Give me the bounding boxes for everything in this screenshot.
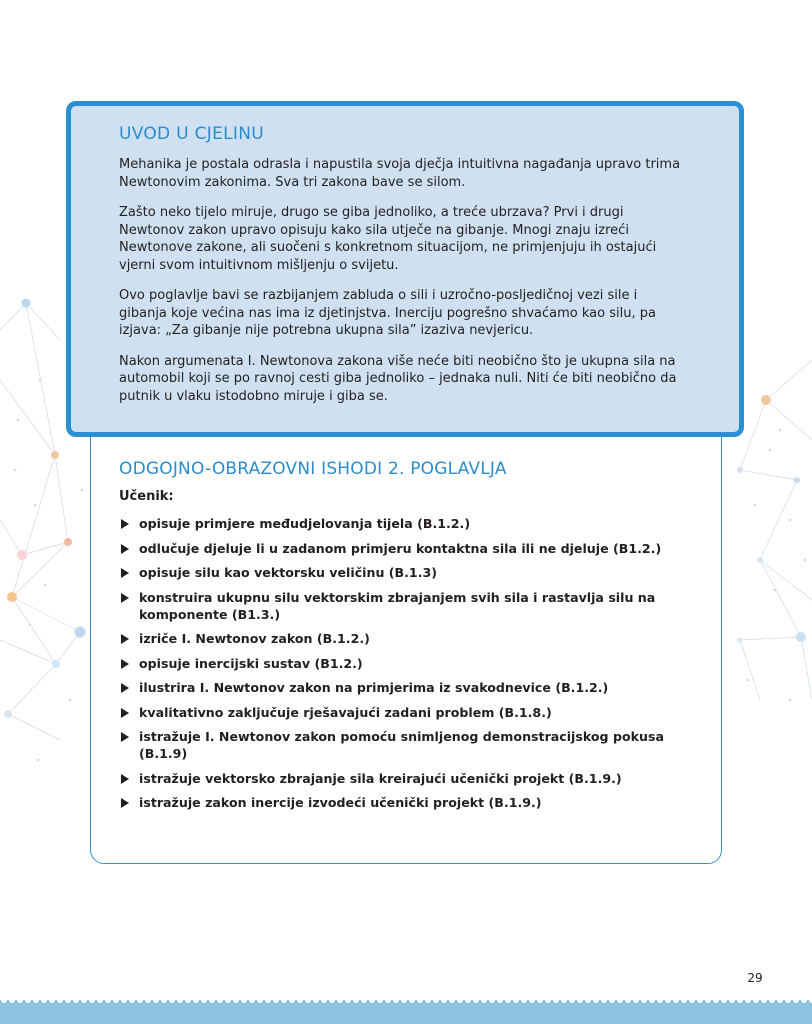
learning-outcomes-list	[119, 515, 699, 819]
triangle-bullet-icon	[121, 568, 129, 578]
triangle-bullet-icon	[121, 544, 129, 554]
triangle-bullet-icon	[121, 708, 129, 718]
intro-paragraph: Nakon argumenata I. Newtonova zakona više neće biti neobično što je ukupna sila na automobil koji se po ravnoj cesti giba jednoliko – jednaka nuli. Niti će biti neobično da putnik u vlaku istodobno miruje i giba se.	[119, 353, 677, 404]
learning-outcomes-box	[90, 392, 722, 864]
triangle-bullet-icon	[121, 732, 129, 742]
outcome-item: istražuje I. Newtonov zakon pomoću snimljenog demonstracijskog pokusa (B.1.9)	[119, 728, 699, 762]
bottom-decorative-band	[0, 1000, 812, 1024]
outcome-item: odlučuje djeluje li u zadanom primjeru kontaktna sila ili ne djeluje (B1.2.)	[119, 540, 699, 557]
triangle-bullet-icon	[121, 593, 129, 603]
triangle-bullet-icon	[121, 519, 129, 529]
chapter-intro-title: UVOD U CJELINU	[119, 124, 264, 144]
outcome-item: kvalitativno zaključuje rješavajući zadani problem (B.1.8.)	[119, 704, 699, 721]
outcome-item: konstruira ukupnu silu vektorskim zbrajanjem svih sila i rastavlja silu na komponente (B1.3.)	[119, 589, 699, 623]
intro-paragraph: Zašto neko tijelo miruje, drugo se giba jednoliko, a treće ubrzava? Prvi i drugi Newtonov zakon upravo opisuju kako sila utječe na gibanje. Mnogi znaju izreći Newtonove zakone, ali suočeni s konkretnom situacijom, ne primjenjuju ih ostajući vjerni svom intuitivnom mišljenju o svijetu.	[119, 205, 657, 273]
chapter-intro-box	[66, 101, 744, 437]
page-number: 29	[747, 971, 763, 985]
outcome-item: istražuje vektorsko zbrajanje sila kreirajući učenički projekt (B.1.9.)	[119, 770, 699, 787]
triangle-bullet-icon	[121, 798, 129, 808]
triangle-bullet-icon	[121, 683, 129, 693]
outcome-item: istražuje zakon inercije izvodeći učenički projekt (B.1.9.)	[119, 794, 699, 811]
learning-outcomes-subtitle: Učenik:	[119, 489, 174, 504]
outcome-item: opisuje inercijski sustav (B1.2.)	[119, 655, 699, 672]
outcome-item: ilustrira I. Newtonov zakon na primjerima iz svakodnevice (B.1.2.)	[119, 679, 699, 696]
intro-paragraph: Ovo poglavlje bavi se razbijanjem zabluda o sili i uzročno-posljedičnoj vezi sile i gibanja koje većina nas ima iz djetinjstva. Inerciju pogrešno shvaćamo kao silu, pa izjava: „Za gibanje nije potrebna ukupna sila” izaziva nevjericu.	[119, 288, 656, 338]
outcome-item: izriče I. Newtonov zakon (B.1.2.)	[119, 630, 699, 647]
wavy-edge-decoration	[0, 1000, 812, 1006]
triangle-bullet-icon	[121, 774, 129, 784]
learning-outcomes-title: ODGOJNO-OBRAZOVNI ISHODI 2. POGLAVLJA	[119, 459, 507, 479]
intro-paragraph: Mehanika je postala odrasla i napustila svoja dječja intuitivna nagađanja upravo trima Newtonovim zakonima. Sva tri zakona bave se silom.	[119, 157, 681, 190]
outcome-item: opisuje silu kao vektorsku veličinu (B.1.3)	[119, 564, 699, 581]
chapter-intro-text	[119, 156, 684, 418]
outcome-item: opisuje primjere međudjelovanja tijela (B.1.2.)	[119, 515, 699, 532]
triangle-bullet-icon	[121, 659, 129, 669]
triangle-bullet-icon	[121, 634, 129, 644]
